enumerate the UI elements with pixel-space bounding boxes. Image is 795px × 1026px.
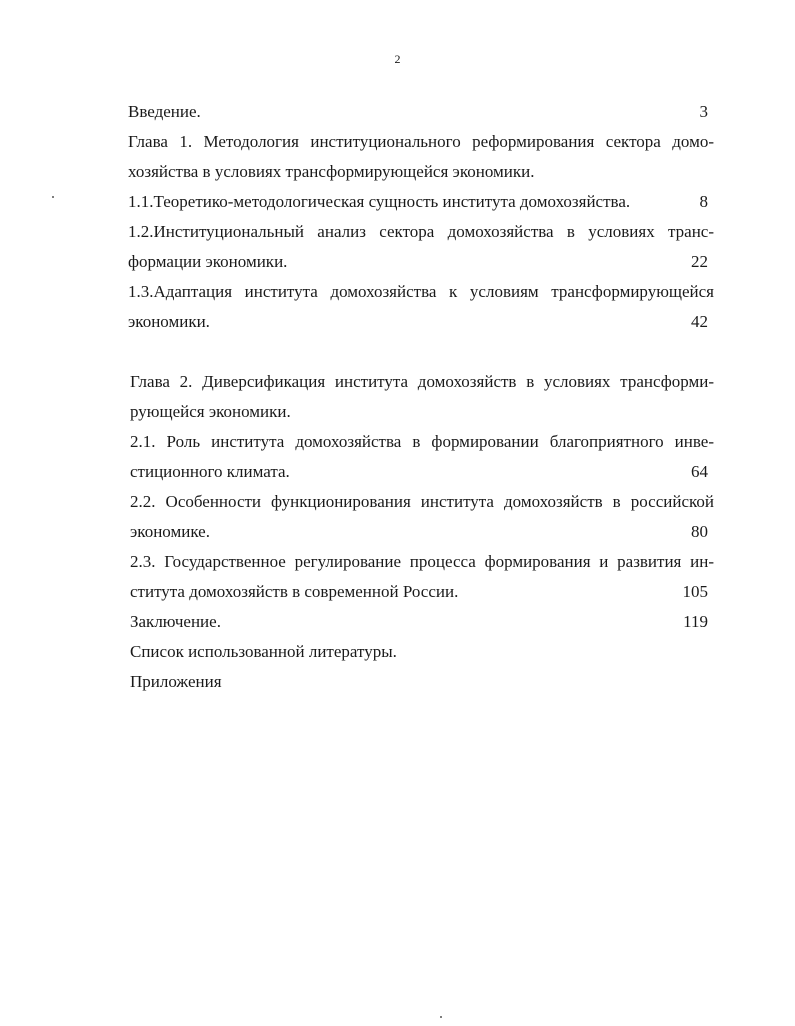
toc-entry-page: 42 [691,312,708,331]
toc-entry-page: 8 [699,192,708,211]
toc-entry-appendix [130,667,714,697]
toc-entry-1-2 [128,217,714,277]
toc-entry-title-line: Глава 1. Методология институционального реформирования сектора домо- [128,132,714,151]
page-number: 2 [394,52,401,66]
toc-entry-title-line: рующейся экономики. [130,402,291,421]
toc-entry-title: Список использованной литературы. [130,642,397,661]
toc-entry-title-line: 1.3.Адаптация института домохозяйства к условиям трансформирующейся [128,282,714,301]
toc-entry-title-line: хозяйства в условиях трансформирующейся экономики. [128,162,535,181]
toc-entry-1-1 [128,187,714,217]
toc-entry-page: 22 [691,252,708,271]
toc-entry-title-line: экономике. [130,522,210,541]
toc-entry-title-line: стиционного климата. [130,462,290,481]
toc-entry-title: Заключение. [130,612,221,631]
toc-entry-page: 105 [682,582,708,601]
toc-entry-references [130,637,714,667]
scan-speck [52,196,54,198]
toc-entry-title-line: экономики. [128,312,210,331]
toc-entry-2-1 [130,427,714,487]
toc-entry-title-line: 2.3. Государственное регулирование процесса формирования и развития ин- [130,552,714,571]
toc-entry-intro [128,97,714,127]
toc-entry-conclusion [130,607,714,637]
toc-entry-title-line: 1.2.Институциональный анализ сектора домохозяйства в условиях транс- [128,222,714,241]
toc-entry-chapter2 [130,367,714,427]
section-gap [128,337,714,367]
toc-entry-page: 119 [683,612,708,631]
toc-entry-page: 80 [691,522,708,541]
table-of-contents [128,97,714,697]
toc-entry-title: 1.1.Теоретико-методологическая сущность института домохозяйства. [128,192,631,211]
scan-speck [440,1016,442,1018]
toc-entry-title-line: Глава 2. Диверсификация института домохозяйств в условиях трансформи- [130,372,714,391]
toc-entry-page: 3 [699,102,708,121]
toc-entry-page: 64 [691,462,708,481]
toc-entry-title-line: ститута домохозяйств в современной России. [130,582,459,601]
toc-entry-title-line: формации экономики. [128,252,288,271]
toc-entry-title: Введение. [128,102,201,121]
toc-entry-1-3 [128,277,714,337]
toc-entry-title-line: 2.1. Роль института домохозяйства в формировании благоприятного инве- [130,432,714,451]
toc-entry-title: Приложения [130,672,222,691]
toc-entry-2-3 [130,547,714,607]
toc-entry-title-line: 2.2. Особенности функционирования института домохозяйств в российской [130,492,714,511]
toc-entry-2-2 [130,487,714,547]
toc-entry-chapter1 [128,127,714,187]
